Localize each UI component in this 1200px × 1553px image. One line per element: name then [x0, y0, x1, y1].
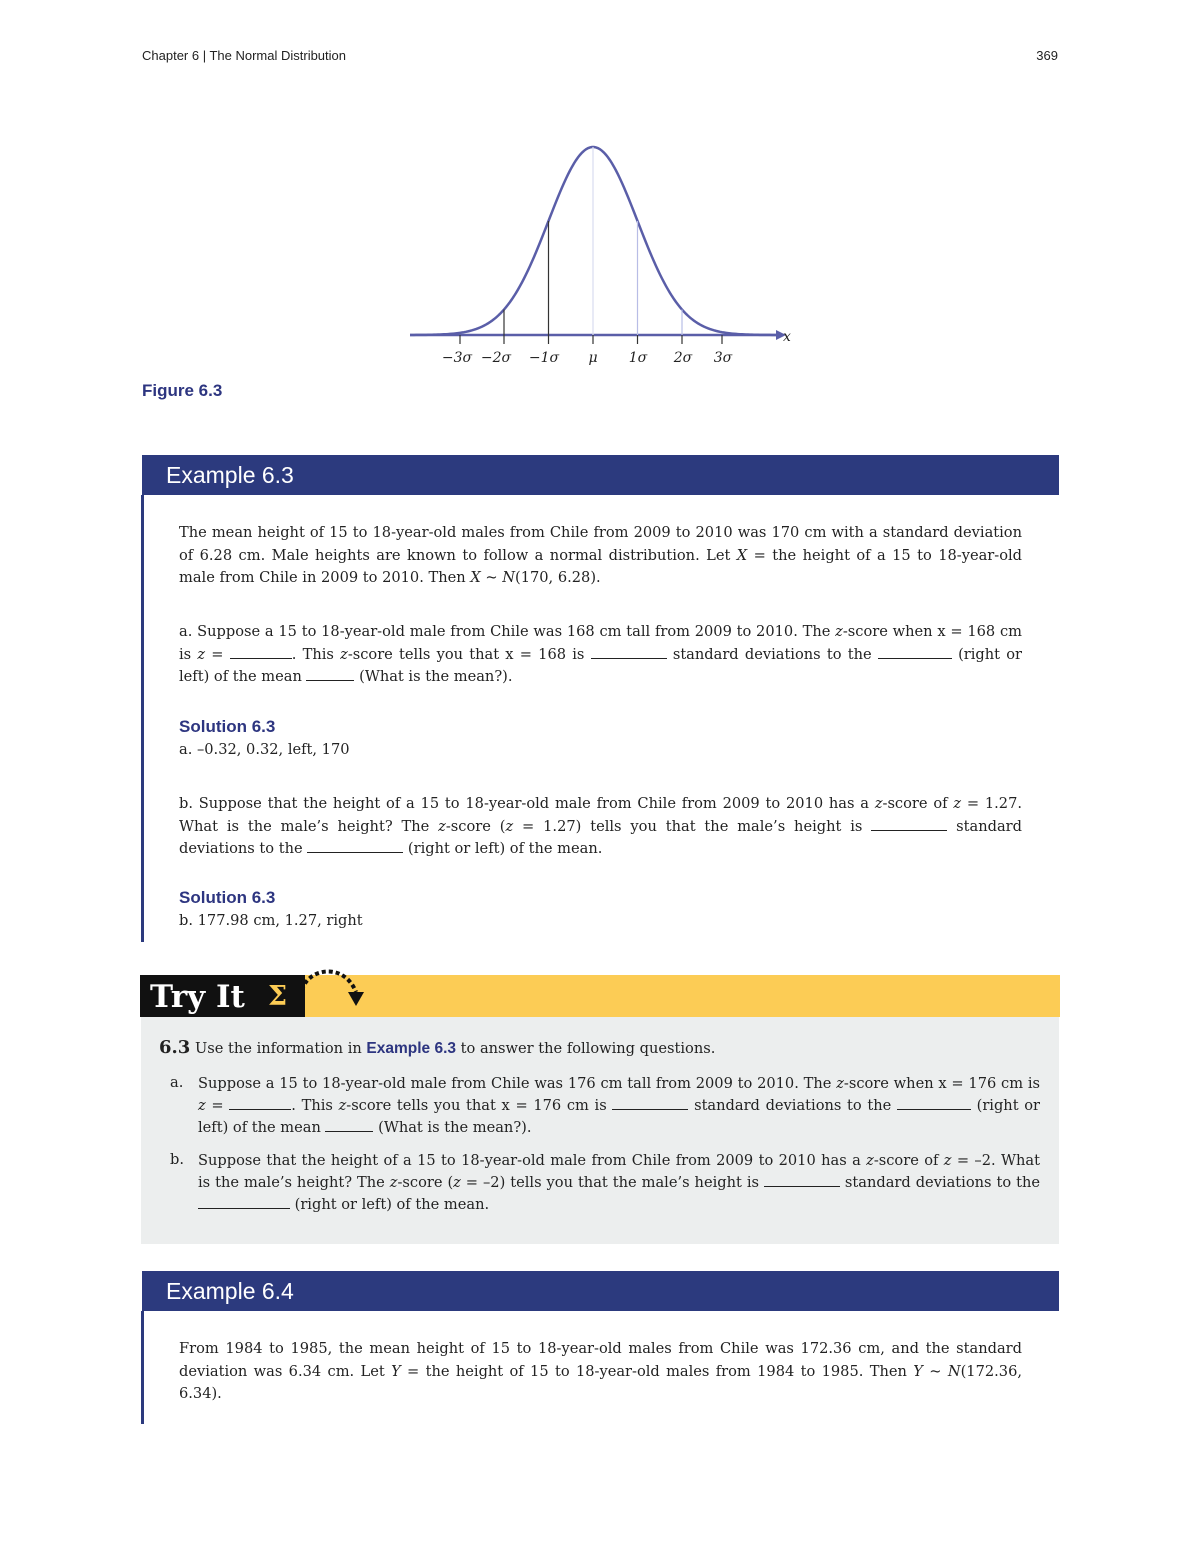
solution-heading: Solution 6.3	[179, 717, 276, 736]
answer-blank[interactable]	[591, 645, 667, 659]
answer-blank[interactable]	[878, 645, 952, 659]
example-left-rule	[141, 1311, 144, 1424]
example-title-bar: Example 6.3	[142, 455, 1059, 495]
axis-tick-label: 1σ	[628, 350, 648, 366]
example-intro-paragraph: The mean height of 15 to 18-year-old males from Chile from 2009 to 2010 was 170 cm with a standard deviation of 6.28 cm. Male heights are known to follow a normal distribution. Let X = the height of a 15 to 18-year-old male from Chile in 2009 to 2010. Then X ~ N(170, 6.28).	[179, 524, 1022, 586]
axis-tick-label: −1σ	[528, 350, 560, 366]
solution-text: a. –0.32, 0.32, left, 170	[179, 741, 350, 758]
answer-blank[interactable]	[229, 1096, 291, 1110]
item-letter: b.	[170, 1151, 184, 1168]
example-part-b: b. Suppose that the height of a 15 to 18-year-old male from Chile from 2009 to 2010 has a z-score of z = 1.27. What is the male’s height? The z-score (z = 1.27) tells you that the male’s height is standard deviations to the (right or left) of the mean.	[179, 795, 1022, 857]
answer-blank[interactable]	[306, 667, 354, 681]
answer-blank[interactable]	[871, 817, 947, 831]
solution-heading: Solution 6.3	[179, 888, 276, 907]
figure-caption: Figure 6.3	[142, 381, 223, 400]
solution-text: b. 177.98 cm, 1.27, right	[179, 912, 363, 929]
try-it-item-a: Suppose a 15 to 18-year-old male from Chile was 176 cm tall from 2009 to 2010. The z-score when x = 176 cm is z = . This z-score tells you that x = 176 cm is standard deviations to the (right or left) of the mean (What is the mean?).	[198, 1075, 1041, 1136]
try-it-title: Try It	[150, 979, 245, 1015]
page-number: 369	[1036, 48, 1058, 63]
sigma-icon: Σ	[268, 981, 288, 1012]
try-it-item-b: Suppose that the height of a 15 to 18-year-old male from Chile from 2009 to 2010 has a z-score of z = –2. What is the male’s height? The z-score (z = –2) tells you that the male’s height is standard deviations to the (right or left) of the mean.	[198, 1152, 1041, 1213]
try-it-intro: 6.3 Use the information in Example 6.3 to answer the following questions.	[159, 1037, 716, 1058]
running-header: Chapter 6 | The Normal Distribution	[142, 48, 347, 63]
answer-blank[interactable]	[307, 839, 403, 853]
axis-tick-label: −2σ	[480, 350, 512, 366]
example-link[interactable]: Example 6.3	[366, 1040, 457, 1057]
answer-blank[interactable]	[325, 1118, 373, 1132]
answer-blank[interactable]	[764, 1173, 840, 1187]
example-intro-paragraph: From 1984 to 1985, the mean height of 15 to 18-year-old males from Chile was 172.36 cm, and the standard deviation was 6.34 cm. Let Y = the height of 15 to 18-year-old males from 1984 to 1985. Then Y ~ N(172.36, 6.34).	[179, 1340, 1022, 1402]
answer-blank[interactable]	[198, 1195, 290, 1209]
axis-tick-label: μ	[588, 350, 598, 366]
curved-arrow-icon	[296, 962, 376, 1014]
example-part-a: a. Suppose a 15 to 18-year-old male from Chile was 168 cm tall from 2009 to 2010. The z-score when x = 168 cm is z = . This z-score tells you that x = 168 is standard deviations to the (right or left) of the mean (What is the mean?).	[179, 623, 1022, 685]
axis-tick-label: −3σ	[441, 350, 473, 366]
normal-curve-figure	[400, 140, 800, 375]
axis-symbol: x	[783, 329, 791, 345]
example-title-bar: Example 6.4	[142, 1271, 1059, 1311]
axis-tick-label: 2σ	[673, 350, 693, 366]
item-letter: a.	[170, 1074, 184, 1091]
answer-blank[interactable]	[612, 1096, 688, 1110]
example-left-rule	[141, 495, 144, 942]
answer-blank[interactable]	[230, 645, 292, 659]
answer-blank[interactable]	[897, 1096, 971, 1110]
axis-tick-label: 3σ	[713, 350, 733, 366]
